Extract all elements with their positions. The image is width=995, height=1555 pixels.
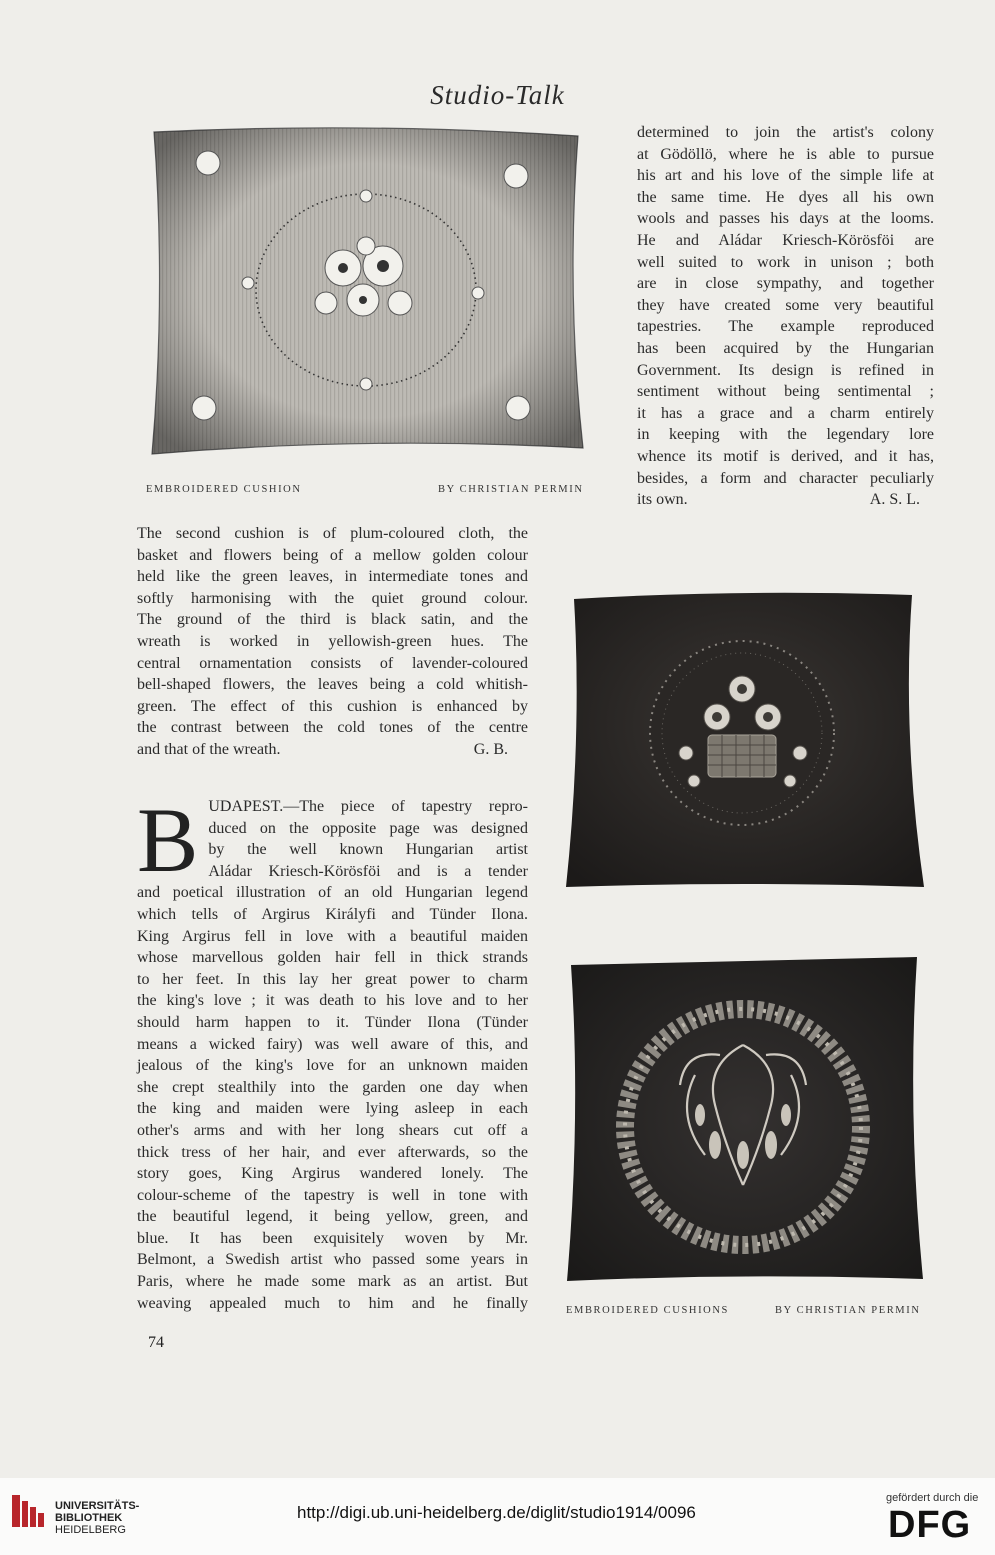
text-line: the king and maiden were lying asleep in each: [137, 1100, 528, 1118]
text-line: wools and passes his days at the looms.: [637, 210, 934, 228]
text-line: should harm happen to it. Tünder Ilona (Tünder: [137, 1013, 528, 1031]
text-line: by the well known Hungarian artist: [208, 841, 528, 859]
text-line: basket and flowers being of a mellow golden colour: [137, 546, 528, 564]
funded-by-label: gefördert durch die: [886, 1492, 979, 1504]
text-line: tapestries. The example reproduced: [637, 318, 934, 336]
library-line: UNIVERSITÄTS-: [55, 1500, 140, 1512]
text-line: besides, a form and character peculiarly: [637, 469, 934, 487]
text-line: are in close sympathy, and together: [637, 275, 934, 293]
text-line: bell-shaped flowers, the leaves being a cold whitish-: [137, 676, 528, 694]
text-line: she crept stealthily into the garden one day when: [137, 1078, 528, 1096]
running-header: Studio-Talk: [430, 80, 565, 110]
text-line: Paris, where he made some mark as an artist. But: [137, 1273, 528, 1291]
text-line: wreath is worked in yellowish-green hues. The: [137, 632, 528, 650]
text-line: determined to join the artist's colony: [637, 124, 934, 141]
text-line: at Gödöllö, where he is able to pursue: [637, 145, 934, 163]
page-number: 74: [148, 1334, 164, 1351]
text-line: sentiment without being sentimental ;: [637, 383, 934, 401]
figure2-caption-right: BY CHRISTIAN PERMIN: [775, 1305, 921, 1316]
dark-cushion-wreath-photo: [565, 955, 927, 1285]
text-line: the same time. He dyes all his own: [637, 188, 934, 206]
text-line: and poetical illustration of an old Hungarian legend: [137, 884, 528, 902]
text-line: they have created some very beautiful: [637, 296, 934, 314]
text-line: whence its motif is derived, and it has,: [637, 447, 934, 465]
text-line: jealous of the king's love for an unknown maiden: [137, 1057, 528, 1075]
drop-cap: B: [137, 789, 199, 891]
text-line: held like the green leaves, in intermediate tones and: [137, 568, 528, 586]
figure1-caption-left: EMBROIDERED CUSHION: [146, 484, 302, 495]
text-line: He and Aládar Kriesch-Körösföi are: [637, 231, 934, 249]
source-url-link[interactable]: http://digi.ub.uni-heidelberg.de/diglit/studio1914/0096: [297, 1503, 696, 1522]
text-line: softly harmonising with the quiet ground colour.: [137, 589, 528, 607]
text-line: the contrast between the cold tones of the centre: [137, 719, 528, 737]
text-line: The second cushion is of plum-coloured cloth, the: [137, 525, 528, 542]
dfg-logo: DFG: [888, 1504, 972, 1546]
text-line: duced on the opposite page was designed: [208, 819, 528, 837]
text-line: King Argirus fell in love with a beautiful maiden: [137, 927, 528, 945]
text-line: in keeping with the legendary lore: [637, 426, 934, 444]
text-line: colour-scheme of the tapestry is well in tone with: [137, 1186, 528, 1204]
text-line-last: [137, 739, 528, 761]
figure1-caption-right: BY CHRISTIAN PERMIN: [438, 484, 584, 495]
last-line-text: and that of the wreath.: [137, 740, 281, 758]
text-line: The ground of the third is black satin, and the: [137, 611, 528, 629]
left-paragraph-2: [137, 789, 528, 1314]
library-logo-icon: [10, 1491, 50, 1531]
text-line: blue. It has been exquisitely woven by Mr.: [137, 1229, 528, 1247]
text-line: green. The effect of this cushion is enhanced by: [137, 697, 528, 715]
text-line: has been acquired by the Hungarian: [637, 339, 934, 357]
text-line: thick tress of her hair, and ever afterwards, so the: [137, 1143, 528, 1161]
text-line: well suited to work in unison ; both: [637, 253, 934, 271]
light-cushion-photo: [138, 118, 596, 468]
library-line: BIBLIOTHEK: [55, 1512, 123, 1524]
text-line: other's arms and with her long shears cut off a: [137, 1121, 528, 1139]
text-line: central ornamentation consists of lavender-coloured: [137, 654, 528, 672]
text-line: story goes, King Argirus wandered lonely. The: [137, 1165, 528, 1183]
library-line: HEIDELBERG: [55, 1524, 126, 1536]
text-line: which tells of Argirus Királyfi and Tünder Ilona.: [137, 905, 528, 923]
text-line: Government. Its design is refined in: [637, 361, 934, 379]
signature-asl: A. S. L.: [869, 491, 920, 509]
text-line-last: [637, 489, 934, 511]
text-line: his art and his love of the simple life at: [637, 167, 934, 185]
text-line: the beautiful legend, it being yellow, green, and: [137, 1208, 528, 1226]
text-line: weaving appealed much to him and he finally: [137, 1294, 528, 1312]
text-line: Aládar Kriesch-Körösföi and is a tender: [208, 862, 528, 880]
text-line: to her feet. In this lay her great power to charm: [137, 970, 528, 988]
signature-gb: G. B.: [473, 740, 508, 758]
right-column-text: [637, 122, 934, 511]
text-line: Belmont, a Swedish artist who passed some years in: [137, 1251, 528, 1269]
last-line-text: its own.: [637, 491, 688, 509]
text-line: the king's love ; it was death to his love and to her: [137, 992, 528, 1010]
text-line: it has a grace and a charm entirely: [637, 404, 934, 422]
figure2-caption-left: EMBROIDERED CUSHIONS: [566, 1305, 729, 1316]
text-line: whose marvellous golden hair fell in thick strands: [137, 949, 528, 967]
dark-cushion-basket-photo: [562, 585, 930, 893]
text-line: UDAPEST.—The piece of tapestry repro-: [208, 798, 528, 815]
left-paragraph-1: [137, 523, 528, 761]
library-name: [55, 1500, 139, 1536]
text-line: means a wicked fairy) was well aware of this, and: [137, 1035, 528, 1053]
